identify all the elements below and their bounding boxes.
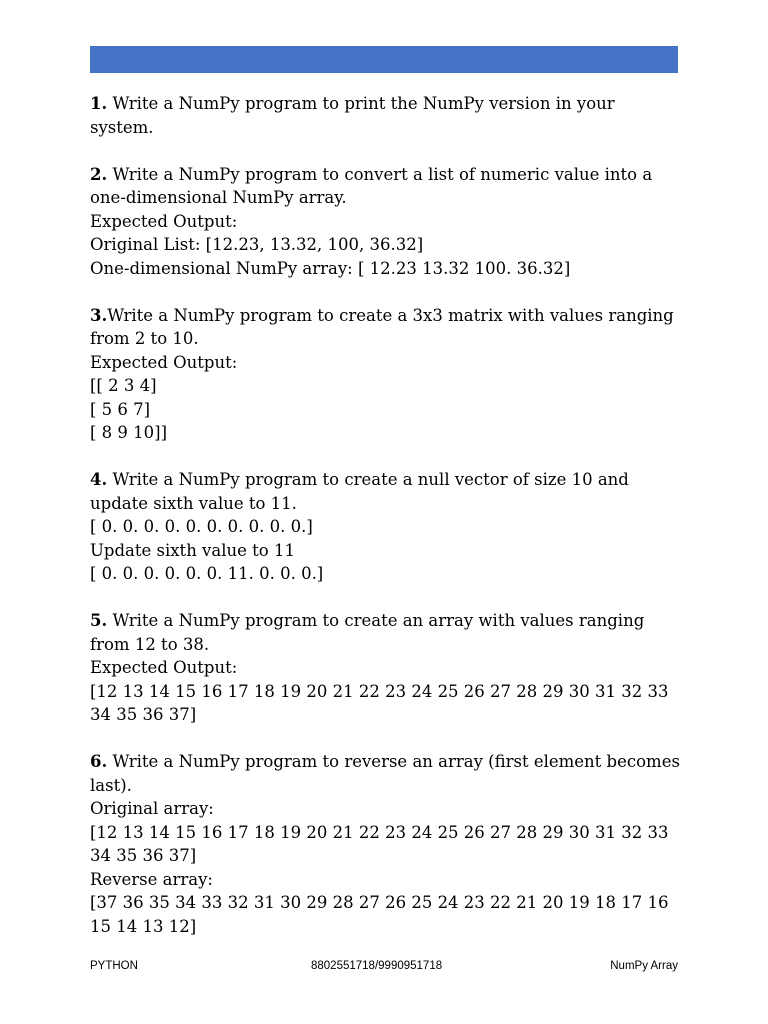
question-line: Write a NumPy program to create a 3x3 matrix with values ranging from 2 to 10. bbox=[90, 305, 674, 348]
question-number: 2. bbox=[90, 164, 108, 184]
document-body bbox=[90, 92, 680, 962]
question-4 bbox=[90, 468, 680, 586]
question-line: Write a NumPy program to print the NumPy version in your system. bbox=[90, 94, 615, 137]
footer-left: PYTHON bbox=[90, 960, 138, 972]
question-5 bbox=[90, 609, 680, 727]
question-line: Write a NumPy program to create an array with values ranging from 12 to 38. bbox=[90, 611, 645, 654]
question-number: 4. bbox=[90, 470, 108, 489]
question-number: 6. bbox=[90, 752, 108, 771]
expected-output-label: Expected Output: bbox=[90, 211, 238, 231]
question-text bbox=[90, 750, 680, 797]
output-label: Reverse array: bbox=[90, 869, 213, 889]
expected-output-label: Expected Output: bbox=[90, 658, 238, 677]
question-2 bbox=[90, 163, 680, 281]
output-line: Update sixth value to 11 bbox=[90, 540, 295, 560]
page-footer bbox=[90, 960, 678, 978]
output-line: [ 8 9 10]] bbox=[90, 423, 168, 442]
output-line: [[ 2 3 4] bbox=[90, 376, 157, 395]
footer-right: NumPy Array bbox=[610, 960, 678, 972]
output-line: [ 0. 0. 0. 0. 0. 0. 11. 0. 0. 0.] bbox=[90, 564, 324, 583]
question-line: Write a NumPy program to create a null vector of size 10 and update sixth value to 11. bbox=[90, 470, 629, 513]
question-text bbox=[90, 609, 680, 656]
question-text bbox=[90, 92, 680, 139]
question-line: Write a NumPy program to reverse an array (first element becomes last). bbox=[90, 752, 680, 795]
output-line: [12 13 14 15 16 17 18 19 20 21 22 23 24 25 26 27 28 29 30 31 32 33 34 35 36 37] bbox=[90, 681, 669, 724]
output-line: [12 13 14 15 16 17 18 19 20 21 22 23 24 25 26 27 28 29 30 31 32 33 34 35 36 37] bbox=[90, 822, 669, 865]
output-label: Original array: bbox=[90, 799, 214, 818]
output-line: [ 0. 0. 0. 0. 0. 0. 0. 0. 0. 0.] bbox=[90, 517, 313, 536]
question-3 bbox=[90, 304, 680, 445]
expected-output-label: Expected Output: bbox=[90, 352, 238, 372]
question-text bbox=[90, 468, 680, 515]
footer-center: 8802551718/9990951718 bbox=[311, 960, 443, 972]
output-line: One-dimensional NumPy array: [ 12.23 13.32 100. 36.32] bbox=[90, 258, 571, 278]
question-number: 3. bbox=[90, 305, 108, 325]
question-text bbox=[90, 163, 680, 210]
header-bar bbox=[90, 46, 678, 73]
output-line: [37 36 35 34 33 32 31 30 29 28 27 26 25 24 23 22 21 20 19 18 17 16 15 14 13 12] bbox=[90, 893, 669, 936]
output-line: Original List: [12.23, 13.32, 100, 36.32] bbox=[90, 235, 424, 254]
question-number: 5. bbox=[90, 611, 108, 630]
question-1 bbox=[90, 92, 680, 139]
question-number: 1. bbox=[90, 94, 108, 113]
question-text bbox=[90, 304, 680, 351]
output-line: [ 5 6 7] bbox=[90, 399, 151, 419]
question-6 bbox=[90, 750, 680, 938]
question-line: Write a NumPy program to convert a list of numeric value into a one-dimensional NumPy array. bbox=[90, 164, 653, 207]
